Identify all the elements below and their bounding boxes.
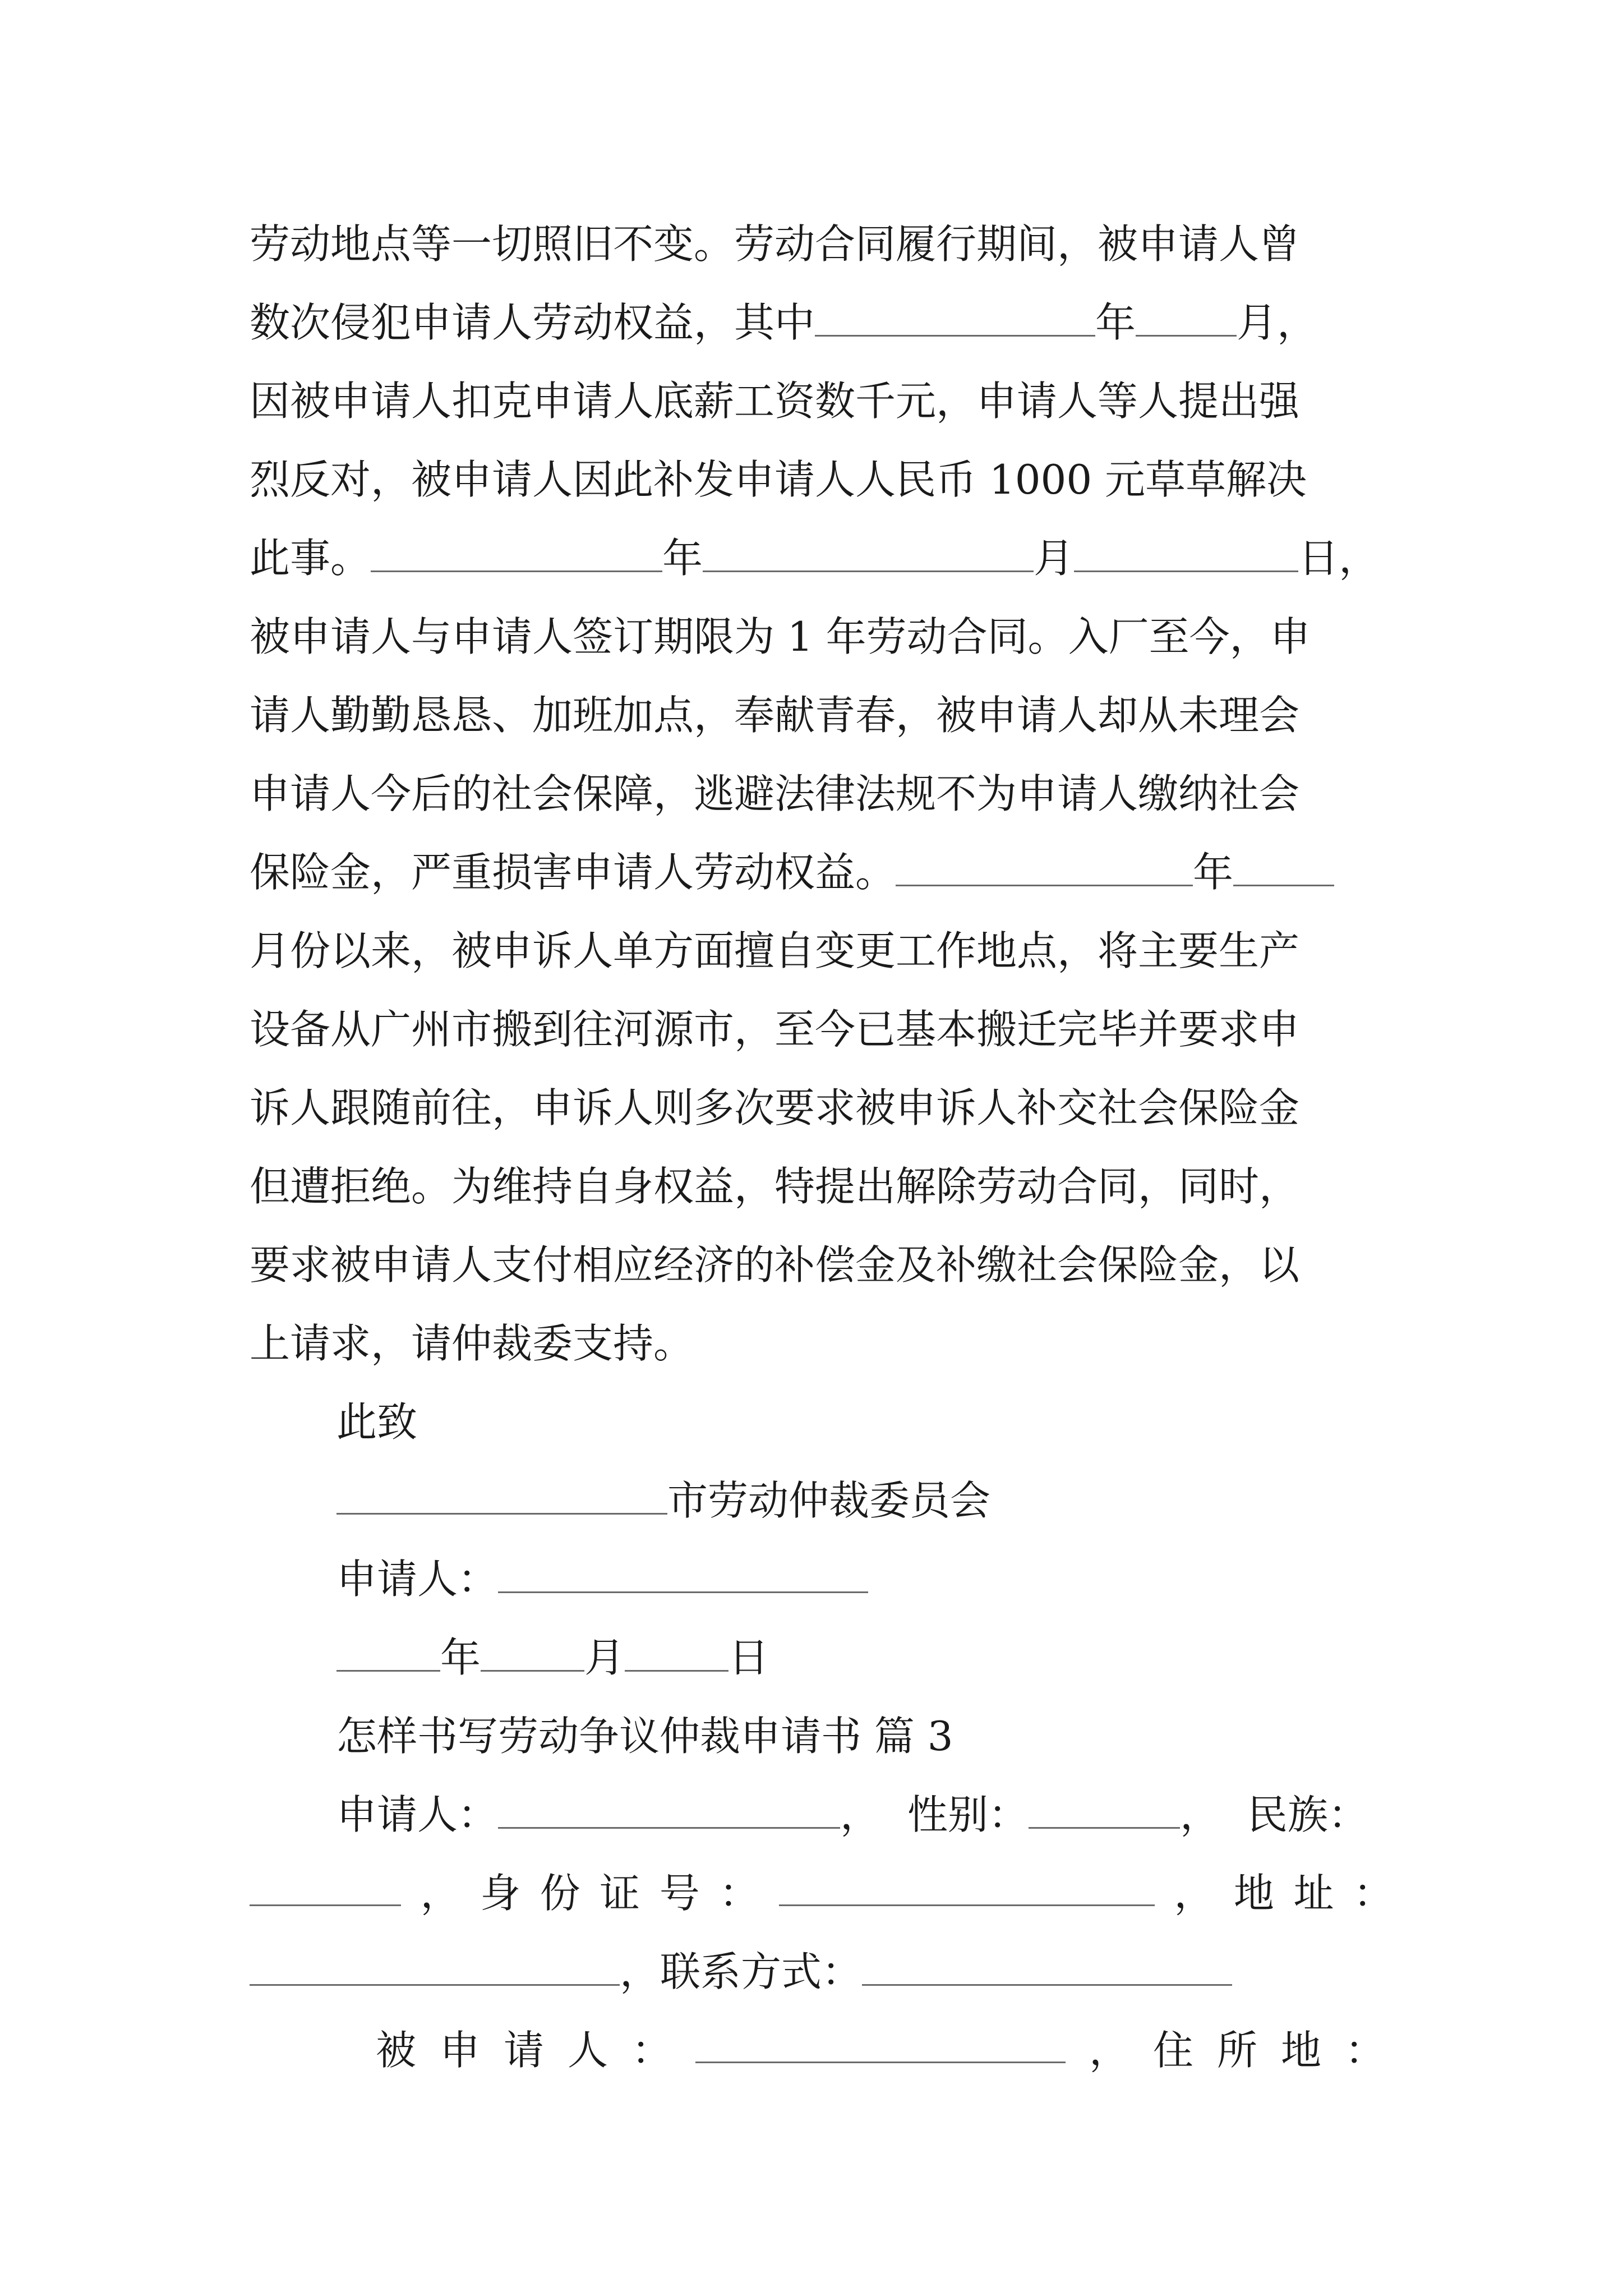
- year-char: 年: [440, 1634, 481, 1681]
- id-label-char: 身: [480, 1870, 521, 1917]
- applicant-name-blank: [498, 1782, 840, 1829]
- id-number-blank: [779, 1860, 1155, 1906]
- signature-line: [336, 1545, 1402, 1613]
- contact-blank: [862, 1939, 1232, 1986]
- address-label-char: 地: [1233, 1870, 1274, 1917]
- residence-label-char: 所: [1216, 2027, 1257, 2074]
- id-label-char: ：: [719, 1870, 760, 1917]
- contact-label: 联系方式：: [660, 1948, 863, 1995]
- respondent-label-char: 人: [568, 2027, 608, 2074]
- applicant-blank: [498, 1547, 868, 1593]
- body-line-15: 上请求，请仲裁委支持。: [250, 1320, 694, 1367]
- address-label-char: ：: [1353, 1870, 1394, 1917]
- respondent-label-char: 请: [504, 2027, 545, 2074]
- comma-char: ，: [620, 1948, 661, 1995]
- respondent-blank: [695, 2017, 1066, 2063]
- comma-char: ，: [1180, 1791, 1221, 1838]
- body-line-6: 被申请人与申请人签订期限为 1 年劳动合同。入厂至今，申: [250, 613, 1311, 660]
- comma-char: ，: [420, 1870, 461, 1917]
- body-line-9: [250, 839, 1394, 906]
- comma-char: ，: [1174, 1870, 1215, 1917]
- comma-char: ，: [1089, 2027, 1129, 2074]
- address-blank: [250, 1939, 620, 1986]
- month-blank: [481, 1625, 584, 1672]
- body-line-13: 但遭拒绝。为维持自身权益，特提出解除劳动合同，同时，: [250, 1163, 1300, 1210]
- year-char: 年: [1095, 299, 1136, 346]
- year-blank: [815, 290, 1095, 337]
- year-blank: [371, 526, 662, 572]
- contact-line: [250, 1938, 1394, 2005]
- month-blank: [703, 526, 1034, 572]
- year-blank: [336, 1625, 440, 1672]
- body-line-5: [250, 524, 1394, 592]
- ethnicity-blank: [250, 1860, 401, 1906]
- comma-char: ，: [840, 1791, 881, 1838]
- address-label-char: 址: [1293, 1870, 1334, 1917]
- recipient-line: [336, 1467, 1402, 1534]
- applicant-info-line: [336, 1781, 1368, 1848]
- body-line-5-text: 此事。: [250, 535, 371, 582]
- comma-char: ，: [1339, 535, 1380, 582]
- day-blank: [1074, 526, 1298, 572]
- gender-field: [907, 1781, 1220, 1848]
- day-char: 日: [728, 1634, 769, 1681]
- day-blank: [625, 1625, 728, 1672]
- closing-date-line: [336, 1624, 1402, 1691]
- applicant-label: 申请人：: [336, 1556, 499, 1603]
- respondent-line: [376, 2017, 1385, 2084]
- year-blank: [896, 840, 1193, 886]
- month-char: 月: [1237, 299, 1278, 346]
- ethnicity-label: 民族：: [1247, 1791, 1368, 1838]
- day-char: 日: [1298, 535, 1339, 582]
- id-label-char: 号: [659, 1870, 700, 1917]
- residence-label-char: ：: [1344, 2027, 1385, 2074]
- month-blank: [1136, 290, 1237, 337]
- body-line-10: 月份以来，被申诉人单方面擅自变更工作地点，将主要生产: [250, 927, 1300, 974]
- respondent-label-char: 申: [440, 2027, 481, 2074]
- year-char: 年: [1193, 849, 1234, 896]
- comma-char: ，: [1277, 299, 1318, 346]
- month-char: 月: [1034, 535, 1075, 582]
- id-address-line: [250, 1860, 1394, 1927]
- salutation: 此致: [336, 1398, 418, 1446]
- body-line-1: 劳动地点等一切照旧不变。劳动合同履行期间，被申请人曾: [250, 220, 1300, 268]
- residence-label-char: 地: [1280, 2027, 1321, 2074]
- recipient-text: 市劳动仲裁委员会: [667, 1477, 991, 1524]
- id-label-char: 证: [600, 1870, 640, 1917]
- city-blank: [336, 1468, 667, 1515]
- body-line-8: 申请人今后的社会保障，逃避法律法规不为申请人缴纳社会: [250, 770, 1300, 817]
- year-char: 年: [662, 535, 703, 582]
- applicant-label: 申请人：: [336, 1791, 499, 1838]
- body-line-2: [250, 289, 1394, 356]
- month-blank: [1233, 840, 1334, 886]
- gender-label: 性别：: [907, 1791, 1029, 1838]
- ethnicity-field: [1247, 1781, 1368, 1848]
- body-line-9-text: 保险金，严重损害申请人劳动权益。: [250, 849, 896, 896]
- body-line-3: 因被申请人扣克申请人底薪工资数千元，申请人等人提出强: [250, 378, 1300, 425]
- body-line-11: 设备从广州市搬到往河源市，至今已基本搬迁完毕并要求申: [250, 1006, 1300, 1053]
- body-line-2-text: 数次侵犯申请人劳动权益，其中: [250, 299, 815, 346]
- gender-blank: [1029, 1782, 1180, 1829]
- respondent-label-char: 被: [376, 2027, 417, 2074]
- id-label-char: 份: [540, 1870, 580, 1917]
- section-title: 怎样书写劳动争议仲裁申请书 篇 3: [336, 1713, 953, 1760]
- residence-label-char: 住: [1152, 2027, 1193, 2074]
- body-line-12: 诉人跟随前往，申诉人则多次要求被申诉人补交社会保险金: [250, 1084, 1300, 1131]
- applicant-field: [336, 1781, 880, 1848]
- body-line-4: 烈反对，被申请人因此补发申请人人民币 1000 元草草解决: [250, 456, 1307, 503]
- body-line-7: 请人勤勤恳恳、加班加点，奉献青春，被申请人却从未理会: [250, 692, 1300, 739]
- body-line-14: 要求被申请人支付相应经济的补偿金及补缴社会保险金，以: [250, 1241, 1300, 1289]
- month-char: 月: [584, 1634, 625, 1681]
- respondent-label-char: ：: [631, 2027, 672, 2074]
